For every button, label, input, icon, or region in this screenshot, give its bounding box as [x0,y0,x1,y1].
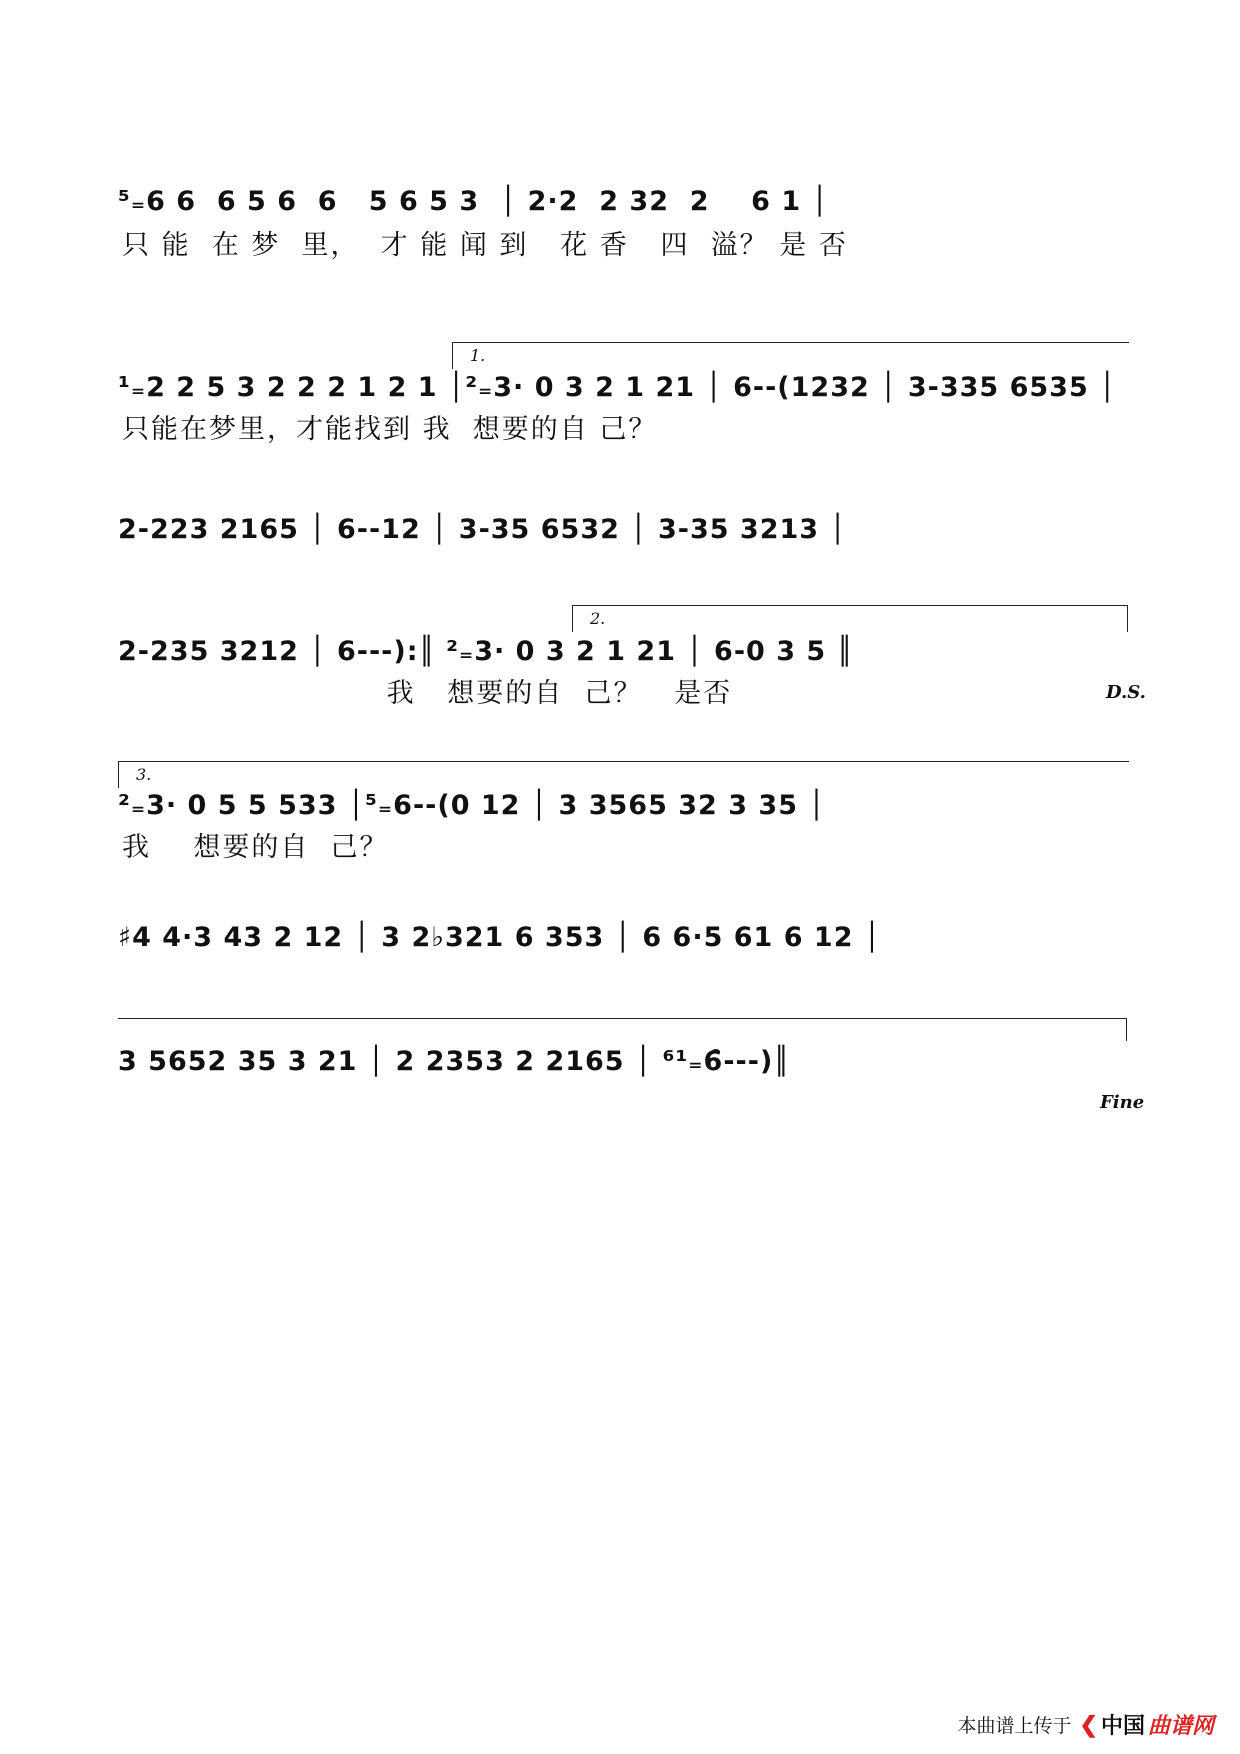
notes-line-5: ²₌3· 0 5 5 533 │⁵₌6--(0 12 │ 3 3565 32 3 35 │ [118,790,826,821]
lyrics-line-2: 只能在梦里，才能找到 我 想要的自 己？ [122,414,658,445]
notes-line-7: 3 5652 35 3 21 │ 2 2353 2 2165 │ ⁶¹₌6̑---)║ [118,1046,791,1077]
ds-mark: D.S. [1106,682,1146,703]
fine-mark: Fine [1100,1092,1145,1113]
system-2 [118,372,1130,452]
footer [958,1709,1214,1740]
system-5 [118,790,1130,870]
volta-bracket-3 [118,761,1129,788]
system-3 [118,514,1130,554]
system-6 [118,922,1130,962]
system-4 [118,636,1130,716]
lyrics-line-1: 只 能 在 梦 里， 才 能 闻 到 花 香 四 溢？ 是 否 [122,230,848,261]
logo-text-a: 中国 [1100,1713,1145,1738]
notes-line-6: ♯4 4·3 43 2 12 │ 3 2♭321 6 353 │ 6 6·5 61 6 12 │ [118,922,882,953]
notes-line-4: 2-235 3212 │ 6---):║ ²₌3· 0 3 2 1 21 │ 6-0 3 5 ║ [118,636,854,667]
notes-line-1: ⁵₌6 6 6 5 6 6 5 6 5 3 │ 2·2 2 32 2 6 1 │ [118,186,829,217]
volta-label-1: 1. [470,346,486,365]
notes-line-2: ¹₌2 2 5 3 2 2 2 1 2 1 │²₌3· 0 3 2 1 21 │ 6--(1232 │ 3-335 6535 │ [118,372,1117,403]
system-1 [118,186,1130,266]
volta-label-2: 2. [590,609,606,628]
lyrics-line-5: 我 想要的自 己？ [122,832,389,863]
fine-bracket [118,1018,1127,1041]
logo-text-b: 曲谱网 [1147,1713,1214,1738]
notes-line-3: 2-223 2165 │ 6--12 │ 3-35 6532 │ 3-35 3213 │ [118,514,847,545]
logo-icon: ❮ [1079,1711,1098,1737]
lyrics-line-4: 我 想要的自 己？ 是否 [122,678,733,709]
footer-text: 本曲谱上传于 [957,1716,1072,1737]
volta-bracket-1 [452,342,1129,369]
volta-bracket-2 [572,605,1128,632]
volta-label-3: 3. [136,765,152,784]
system-7 [118,1046,1130,1086]
site-logo[interactable] [1080,1709,1214,1740]
